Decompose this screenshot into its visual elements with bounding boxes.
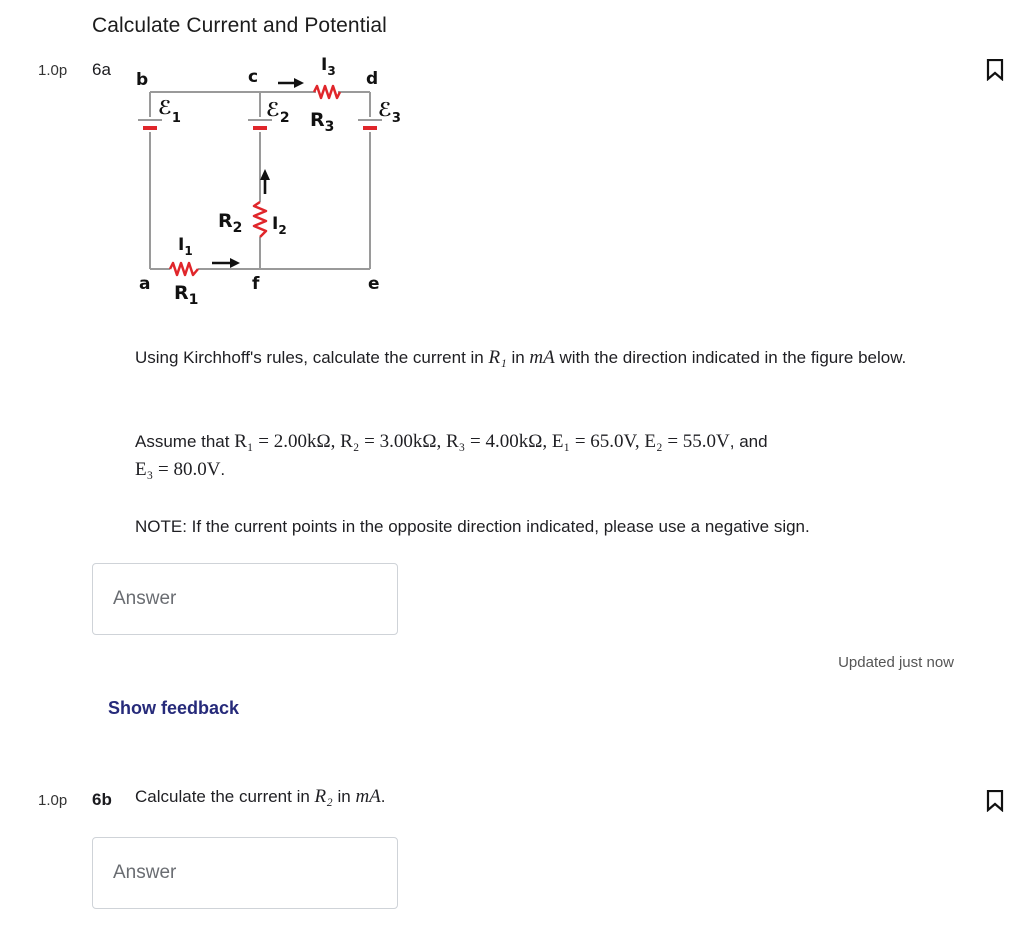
svg-text:I1: $I_1$ [178,235,193,258]
label-e2: ℰ [266,99,280,121]
svg-text:ℰ2: ℰ$_2$ [266,99,290,126]
resistor-r2 [254,202,266,237]
question-6b-text: Calculate the current in R₂ in mA. [135,786,386,807]
q6b-points: 1.0p [38,792,68,809]
show-feedback-link[interactable]: Show feedback [108,698,240,718]
node-e: e [368,274,380,294]
arrow-i1 [212,258,240,268]
label-e3: ℰ [378,99,392,121]
arrow-i3 [278,78,304,88]
q6a-answer-input[interactable] [92,563,398,635]
battery-e2 [248,120,272,128]
circuit-diagram [128,52,408,320]
page-title: Calculate Current and Potential [92,14,387,37]
label-r3: R [310,109,325,131]
label-e1: ℰ [158,97,172,119]
bookmark-icon[interactable] [986,790,1004,812]
svg-text:R1: $R_1$ [174,282,199,308]
label-r1: R [174,282,189,304]
label-r2: R [218,210,233,232]
node-c: c [248,67,259,87]
q6b-answer-input[interactable] [92,837,398,909]
svg-text:R2: $R_2$ [218,210,243,236]
question-6a-note: NOTE: If the current points in the opposite direction indicated, please use a negative sign. [135,517,810,536]
resistor-r3 [314,86,340,98]
svg-text:I3: $I_3$ [321,55,336,78]
svg-text:ℰ3: ℰ$_3$ [378,99,401,126]
q6a-points: 1.0p [38,62,68,79]
question-6a-values: Assume that R₁ = 2.00kΩ, R₂ = 3.00kΩ, R₃ = 4.00kΩ, E₁ = 65.0V, E₂ = 55.0V, and E₃ = 80.0V. [135,431,768,480]
bookmark-icon[interactable] [986,59,1004,81]
node-f: f [252,274,260,294]
battery-e1 [138,120,162,128]
label-i1: I [178,235,185,255]
label-i2: I [272,214,279,234]
q6a-number: 6a [92,60,111,79]
arrow-i2 [260,169,270,194]
q6b-number: 6b [92,790,112,809]
question-6a-text: Using Kirchhoff's rules, calculate the current in R₁ in mA with the direction indicated in the figure below. [135,347,907,368]
node-b: b [136,70,149,90]
node-d: d [366,69,379,89]
svg-text:I2: $I_2$ [272,214,287,237]
battery-e3 [358,120,382,128]
label-i3: I [321,55,328,75]
node-a: a [139,274,151,294]
svg-text:ℰ1: ℰ$_1$ [158,97,181,126]
resistor-r1 [170,263,198,275]
updated-status: Updated just now [838,654,954,671]
svg-text:R3: $R_3$ [310,109,335,135]
